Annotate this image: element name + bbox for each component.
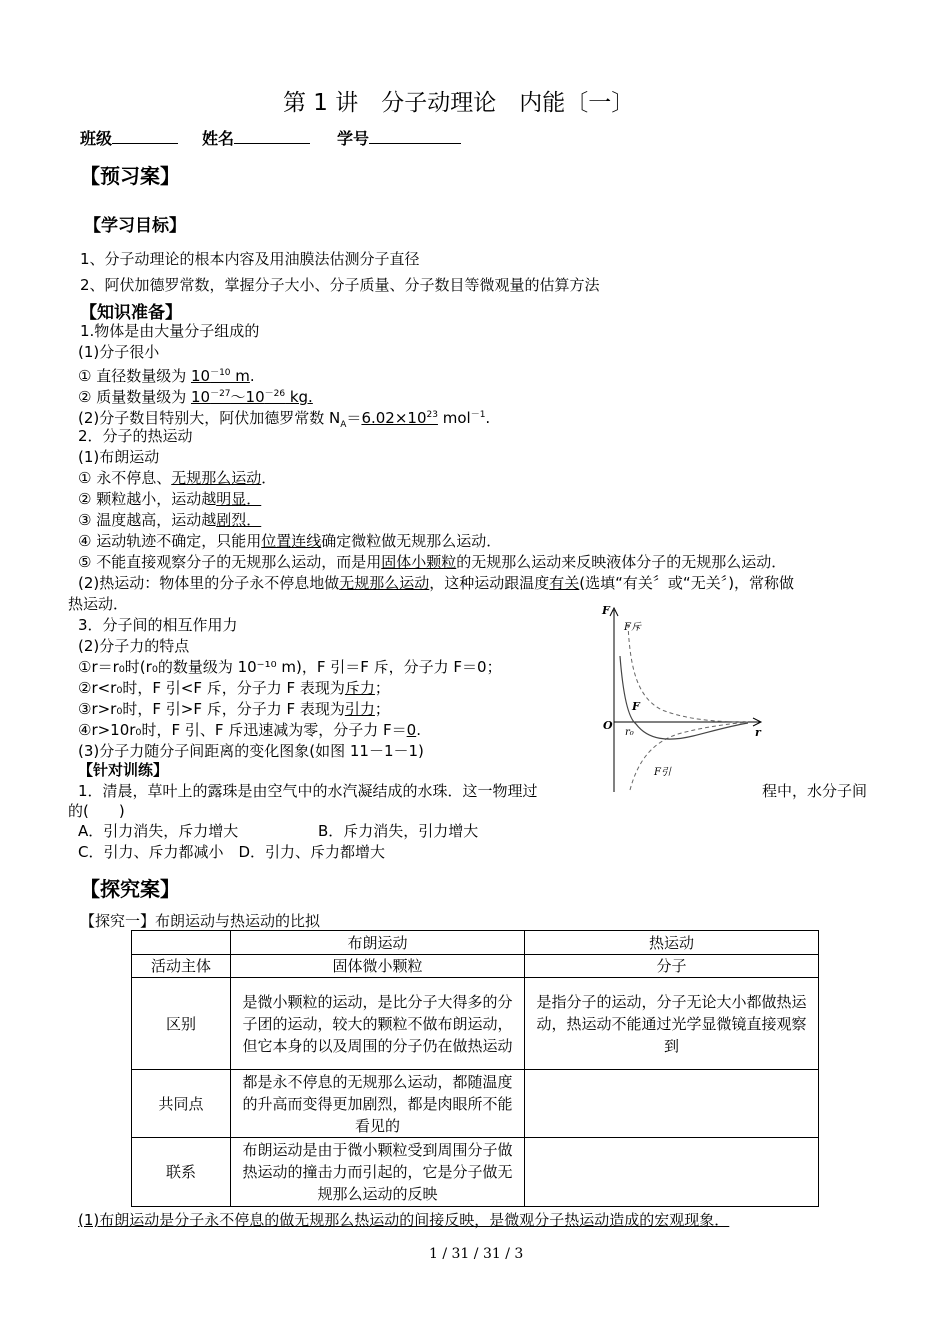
axis-f-label: F: [602, 604, 610, 617]
text-line: 1.物体是由大量分子组成的: [80, 322, 260, 340]
text-line: ④ 运动轨迹不确定，只能用位置连线确定微粒做无规那么运动．: [78, 532, 502, 550]
summary-note: (1)布朗运动是分子永不停息的做无规那么热运动的间接反映，是微观分子热运动造成的宏观现象．: [78, 1211, 730, 1229]
text-line: ③r>r₀时，F 引>F 斥，分子力 F 表现为引力；: [78, 700, 390, 718]
table-row-head: 联系: [132, 1138, 231, 1207]
f-net-label: F: [632, 700, 640, 713]
table-cell: 固体微小颗粒: [231, 955, 525, 978]
table-cell: 都是永不停息的无规那么运动，都随温度的升高而变得更加剧烈，都是肉眼所不能看见的: [231, 1070, 525, 1138]
text-line: ③ 温度越高，运动越剧烈．: [78, 511, 262, 529]
text-line: ① 永不停息、无规那么运动．: [78, 469, 277, 487]
name-label: 姓名: [202, 129, 235, 148]
table-row: [132, 978, 819, 1070]
question-text: 程中，水分子间: [762, 782, 868, 800]
option-a: A．引力消失，斥力增大: [78, 822, 239, 840]
option-cd: C．引力、斥力都减小 D．引力、斥力都增大: [78, 843, 386, 861]
text-line: (3)分子力随分子间距离的变化图象(如图 11－1－1): [78, 742, 424, 760]
text-line: 3．分子间的相互作用力: [78, 616, 238, 634]
explore-subheading: 【探究一】布朗运动与热运动的比拟: [80, 912, 321, 930]
preview-heading: 【预习案】: [80, 164, 180, 188]
page-number: 1 / 31 / 31 / 3: [429, 1246, 524, 1262]
r0-label: r₀: [625, 727, 634, 738]
table-cell: [132, 931, 231, 955]
f-repulsion-label: F斥: [624, 622, 641, 633]
text-line: ① 直径数量级为 $10^{-10}$ m.: [78, 367, 255, 385]
id-field[interactable]: [337, 126, 461, 149]
class-field[interactable]: [80, 126, 178, 149]
text-line: ② 颗粒越小，运动越明显．: [78, 490, 262, 508]
table-cell: 布朗运动是由于微小颗粒受到周围分子做热运动的撞击力而引起的，它是分子做无规那么运动的反映: [231, 1138, 525, 1207]
text-line: (2)热运动：物体里的分子永不停息地做无规那么运动，这种运动跟温度有关(选填“有关〞或“无关〞)，常称做: [78, 574, 795, 592]
text-line: (1)分子很小: [78, 343, 160, 361]
text-line: ①r＝r₀时(r₀的数量级为 10⁻¹⁰ m)，F 引＝F 斥，分子力 F＝0；: [78, 658, 502, 676]
text-line: ②r<r₀时，F 引<F 斥，分子力 F 表现为斥力；: [78, 679, 390, 697]
text-line: 2．分子的热运动: [78, 427, 193, 445]
page-title: 第 1 讲 分子动理论 内能〔一〕: [283, 90, 635, 116]
table-row-head: 共同点: [132, 1070, 231, 1138]
table-row: [132, 1070, 819, 1138]
table-cell: 是微小颗粒的运动，是比分子大得多的分子团的运动，较大的颗粒不做布朗运动，但它本身的以及周围的分子仍在做热运动: [231, 978, 525, 1070]
comparison-table: [131, 930, 819, 1207]
force-graph: [598, 600, 768, 796]
table-cell: 是指分子的运动，分子无论大小都做热运动，热运动不能通过光学显微镜直接观察到: [525, 978, 819, 1070]
practice-heading: 【针对训练】: [78, 761, 169, 779]
goals-heading: 【学习目标】: [84, 216, 186, 236]
table-row-head: 活动主体: [132, 955, 231, 978]
net-force-curve: [620, 656, 748, 739]
table-row: [132, 1138, 819, 1207]
text-line: (2)分子数目特别大，阿伏加德罗常数 $N_A=6.02\times 10^{23}$ mol$^{-1}$.: [78, 409, 491, 430]
text-line: 热运动．: [68, 595, 129, 613]
text-line: (2)分子力的特点: [78, 637, 190, 655]
text-line: ⑤ 不能直接观察分子的无规那么运动，而是用固体小颗粒的无规那么运动来反映液体分子的无规那么运动．: [78, 553, 787, 571]
text-line: (1)布朗运动: [78, 448, 160, 466]
prep-heading: 【知识准备】: [80, 303, 182, 323]
text-line: ② 质量数量级为 $10^{-27}\sim 10^{-26}$ kg.: [78, 388, 313, 406]
axis-r-label: r: [755, 726, 761, 739]
table-cell: [525, 1070, 819, 1138]
table-row-head: 区别: [132, 978, 231, 1070]
origin-label: O: [603, 719, 613, 732]
id-label: 学号: [337, 129, 370, 148]
table-header: 布朗运动: [231, 931, 525, 955]
f-attraction-label: F引: [654, 767, 671, 778]
table-header: 热运动: [525, 931, 819, 955]
table-cell: [525, 1138, 819, 1207]
table-cell: 分子: [525, 955, 819, 978]
text-line: ④r>10r₀时，F 引、F 斥迅速减为零，分子力 F＝0.: [78, 721, 421, 739]
table-row: [132, 931, 819, 955]
option-b: B．斥力消失，引力增大: [318, 822, 479, 840]
attraction-curve: [630, 722, 748, 790]
goal-item: 2、阿伏加德罗常数，掌握分子大小、分子质量、分子数目等微观量的估算方法: [80, 276, 600, 294]
table-row: [132, 955, 819, 978]
question-text: 的( ): [68, 802, 125, 820]
name-field[interactable]: [202, 126, 310, 149]
question-text: 1．清晨，草叶上的露珠是由空气中的水汽凝结成的水珠．这一物理过: [78, 782, 538, 800]
goal-item: 1、分子动理论的根本内容及用油膜法估测分子直径: [80, 250, 420, 268]
explore-heading: 【探究案】: [80, 877, 180, 901]
class-label: 班级: [80, 129, 113, 148]
repulsion-curve: [628, 624, 748, 722]
